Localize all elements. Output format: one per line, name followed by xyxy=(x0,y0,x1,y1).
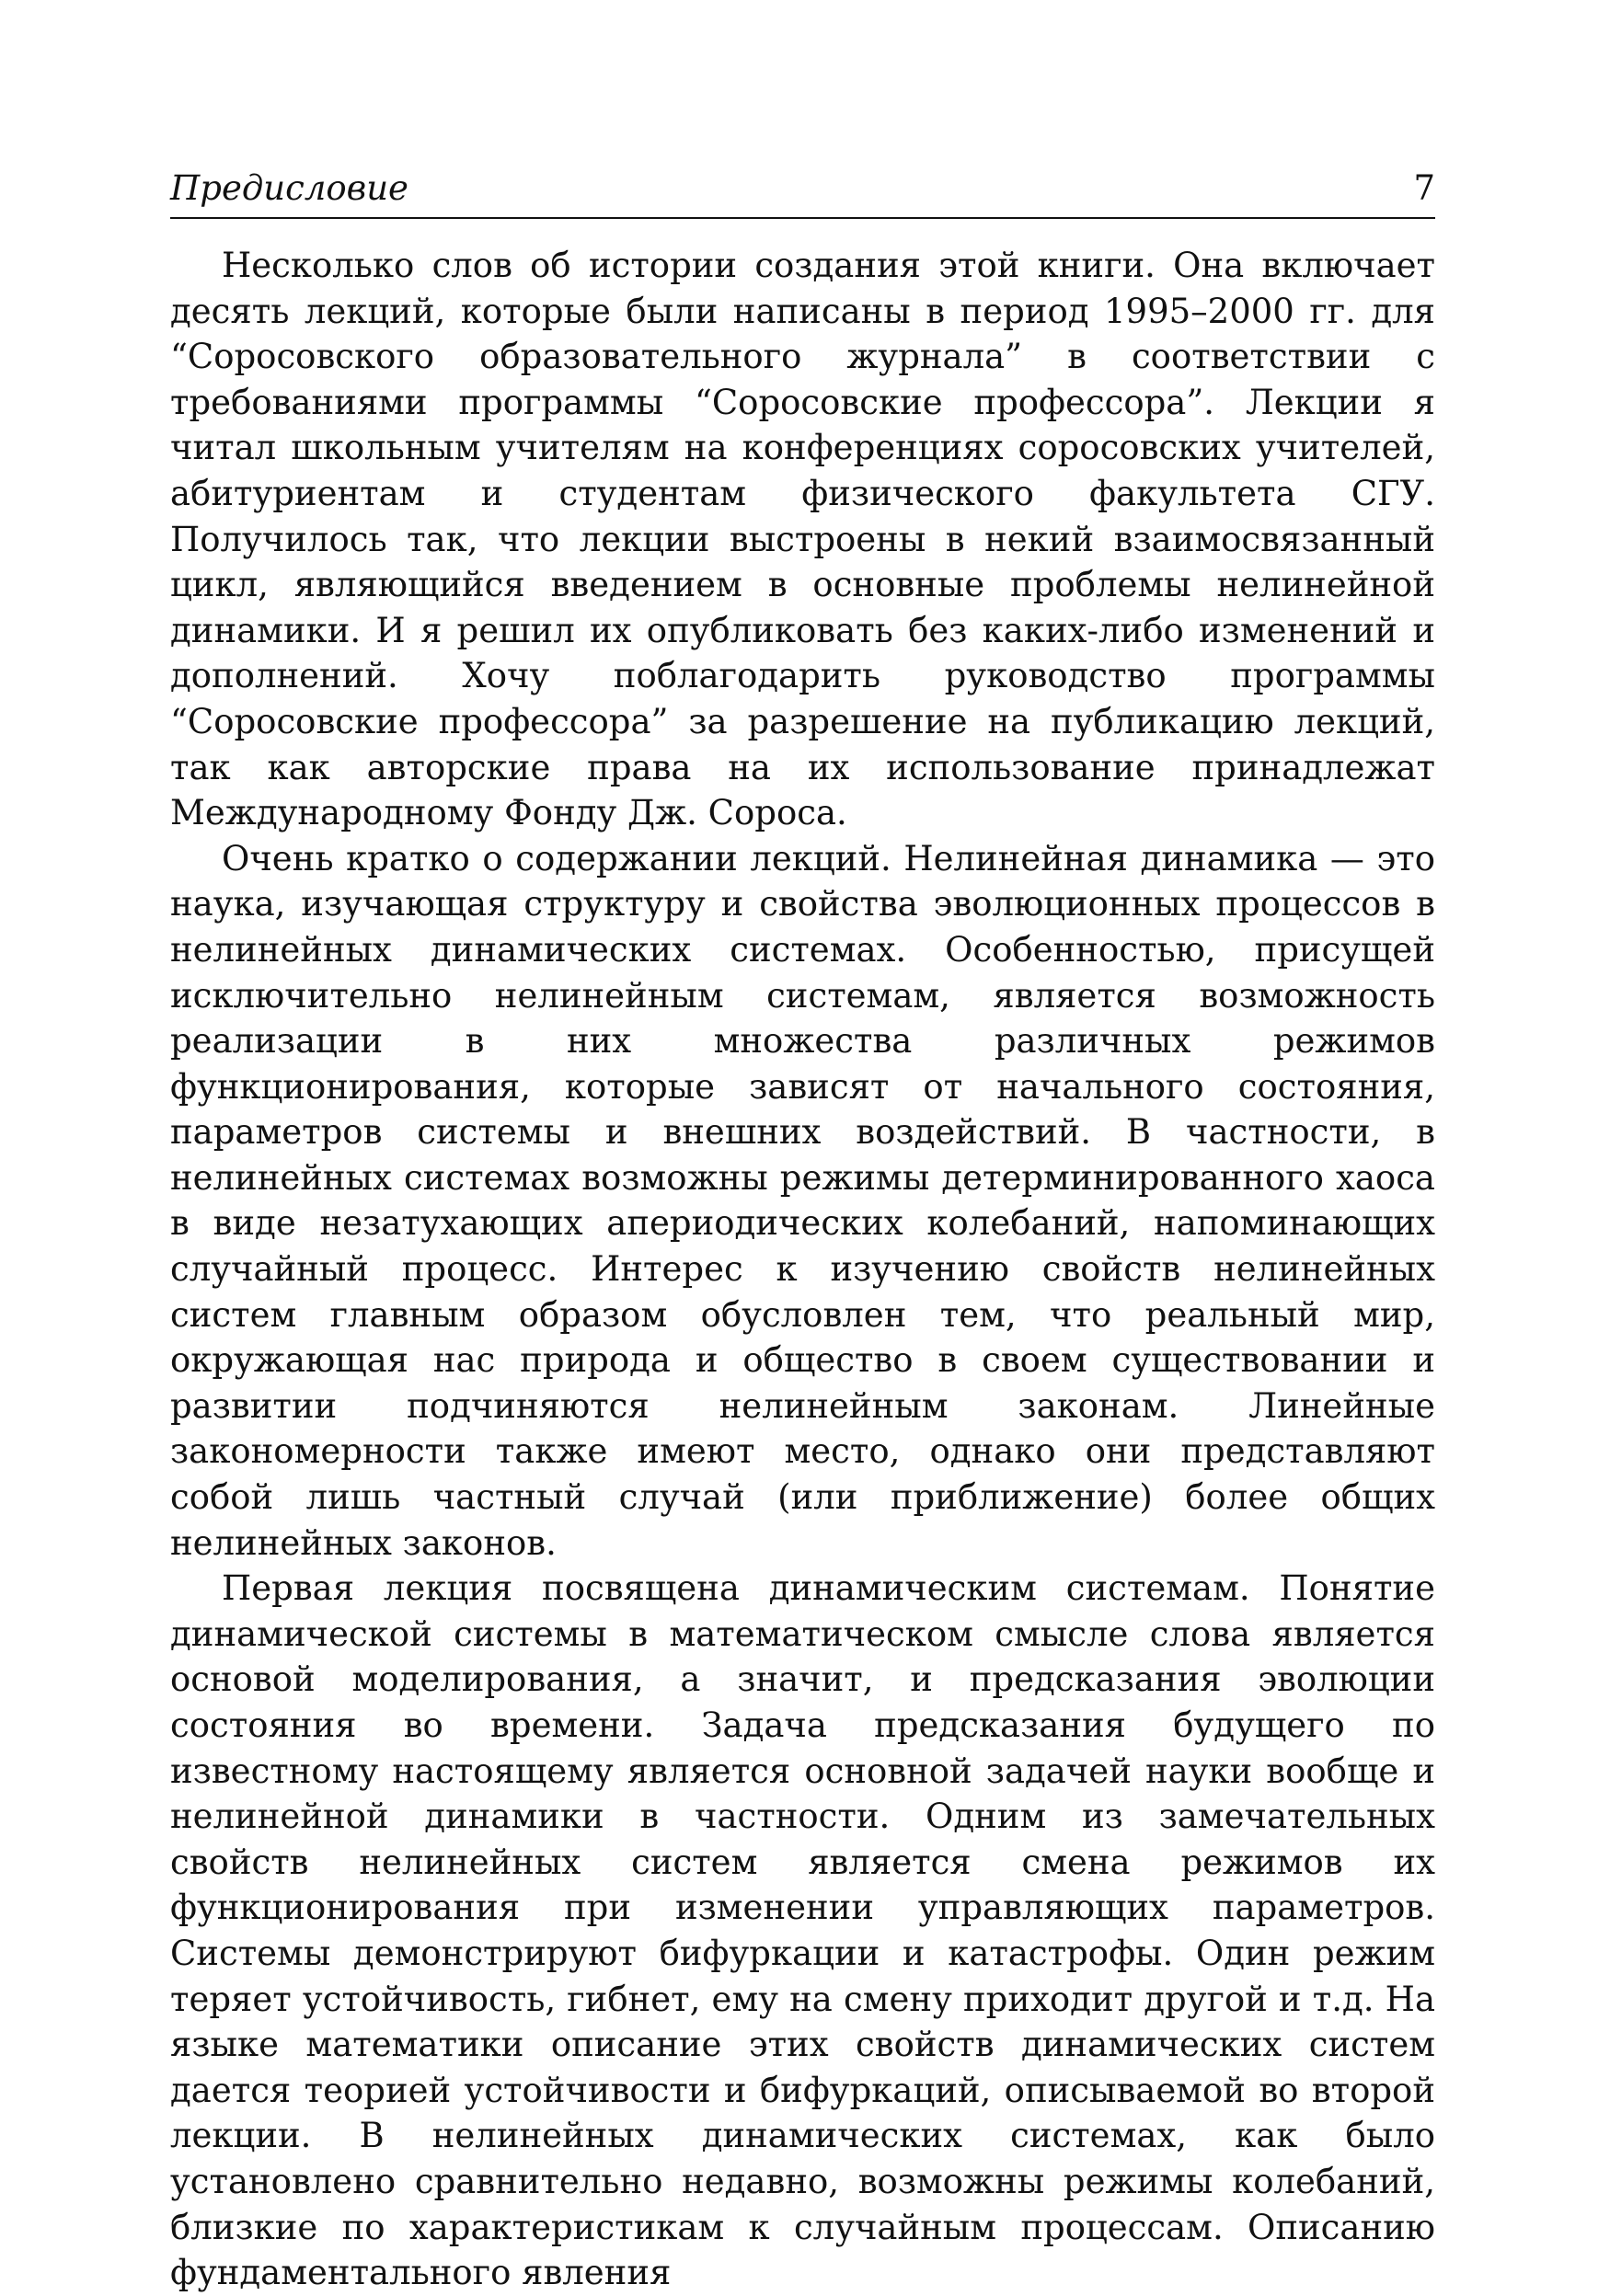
paragraph-first-lecture: Первая лекция посвящена динамическим системам. Понятие динамической системы в математическом смысле слова является основой моделирования, а значит, и предсказания эволюции состояния во времени. Задача предсказания будущего по известному настоящему является основной задачей науки вообще и нелинейной динамики в частности. Одним из замечательных свойств нелинейных систем является смена режимов их функционирования при изменении управляющих параметров. Системы демонстрируют бифуркации и катастрофы. Один режим теряет устойчивость, гибнет, ему на смену приходит другой и т.д. На языке математики описание этих свойств динамических систем дается теорией устойчивости и бифуркаций, описываемой во второй лекции. В нелинейных динамических системах, как было установлено сравнительно недавно, возможны режимы колебаний, близкие по характеристикам к случайным процессам. Описанию фундаментального явления xyxy=(170,1568,1435,2293)
book-page xyxy=(170,166,1435,2296)
paragraph-lecture-content: Очень кратко о содержании лекций. Нелинейная динамика — это наука, изучающая структуру и свойства эволюционных процессов в нелинейных динамических системах. Особенностью, присущей исключительно нелинейным системам, является возможность реализации в них множества различных режимов функционирования, которые зависят от начального состояния, параметров системы и внешних воздействий. В частности, в нелинейных системах возможны режимы детерминированного хаоса в виде незатухающих апериодических колебаний, напоминающих случайный процесс. Интерес к изучению свойств нелинейных систем главным образом обусловлен тем, что реальный мир, окружающая нас природа и общество в своем существовании и развитии подчиняются нелинейным законам. Линейные закономерности также имеют место, однако они представляют собой лишь частный случай (или приближение) более общих нелинейных законов. xyxy=(170,838,1435,1563)
running-head xyxy=(170,166,1435,219)
paragraph-book-history: Несколько слов об истории создания этой книги. Она включает десять лекций, которые были написаны в период 1995–2000 гг. для “Соросовского образовательного журнала” в соответствии с требованиями программы “Соросовские профессора”. Лекции я читал школьным учителям на конференциях соросовских учителей, абитуриентам и студентам физического факультета СГУ. Получилось так, что лекции выстроены в некий взаимосвязанный цикл, являющийся введением в основные проблемы нелинейной динамики. И я решил их опубликовать без каких-либо изменений и дополнений. Хочу поблагодарить руководство программы “Соросовские профессора” за разрешение на публикацию лекций, так как авторские права на их использование принадлежат Международному Фонду Дж. Сороса. xyxy=(170,246,1435,833)
page-number: 7 xyxy=(1413,168,1435,208)
running-title: Предисловие xyxy=(170,168,408,208)
body-text xyxy=(170,243,1435,2296)
